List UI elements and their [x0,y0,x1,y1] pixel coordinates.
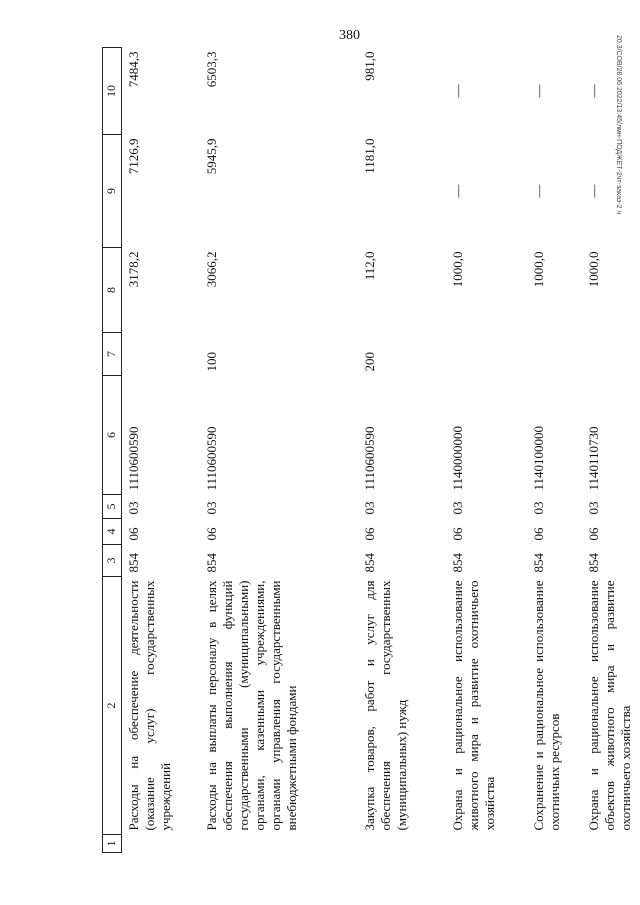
cell-section: 06 [362,527,377,541]
row-name: Расходы на выплаты персоналу в целях обеспечения выполнения функций государственными (муниципальными) органами, казенными учреждениями, органами управления государственными внебюджетными фондами [204,580,299,831]
header-col-8: 8 [103,248,122,333]
row-name: Охрана и рациональное использование животного мира и развитие охотничьего хозяйства [450,580,497,831]
cell-amount-1: 1000,0 [531,251,546,288]
cell-amount-1: 3066,2 [204,251,219,288]
cell-amount-3: — [450,84,465,98]
table-row [358,48,446,853]
side-stamp: 20.3/СОВ/28.06.2022/13:45/лмн-ПОДЖЕТ-2чт-заказ-2 ч [615,35,622,215]
cell-expense-type [122,333,201,376]
header-col-6: 6 [103,376,122,495]
header-col-1: 1 [103,835,122,853]
cell-target-article: 1110600590 [362,426,377,491]
cell-subsection: 03 [362,501,377,515]
page-number: 380 [339,28,360,43]
cell-gr: 854 [126,553,141,573]
cell-amount-2: 5945,9 [204,138,219,175]
cell-amount-1: 1000,0 [586,251,601,288]
cell-amount-2: 7126,9 [126,138,141,175]
cell-amount-2: 1181,0 [362,138,377,174]
cell-target-article: 1110600590 [204,426,219,491]
cell-gr: 854 [450,553,465,573]
cell-expense-type: 100 [204,352,219,372]
row-name: Охрана и рациональное использование объектов животного мира и развитие охотничьего хозяйства [586,580,633,831]
table-row [527,48,582,853]
cell-amount-3: — [586,84,601,98]
cell-gr: 854 [586,553,601,573]
table-row [582,48,640,853]
header-col-5: 5 [103,495,122,519]
cell-amount-2: — [531,184,546,198]
cell-subsection: 03 [586,501,601,515]
budget-table [102,47,640,853]
cell-target-article: 1140100000 [531,425,546,491]
cell-gr: 854 [531,553,546,573]
header-col-10: 10 [103,48,122,135]
table-row [122,48,201,853]
header-col-7: 7 [103,333,122,376]
header-row [103,48,122,853]
cell-amount-2: — [586,184,601,198]
cell-gr: 854 [204,553,219,573]
cell-subsection: 03 [204,501,219,515]
header-col-9: 9 [103,135,122,248]
cell-section: 06 [450,527,465,541]
cell-subsection: 03 [126,501,141,515]
cell-expense-type [446,333,527,376]
cell-amount-1: 112,0 [362,251,377,281]
row-name: Сохранение и рациональное использование охотничьих ресурсов [531,580,562,831]
row-name: Расходы на обеспечение деятельности (оказание услуг) государственных учреждений [126,580,173,831]
cell-subsection: 03 [531,501,546,515]
cell-section: 06 [531,527,546,541]
cell-gr: 854 [362,553,377,573]
cell-amount-3: 6503,3 [204,51,219,88]
cell-amount-2: — [450,184,465,198]
cell-target-article: 1140000000 [450,425,465,491]
table-row [200,48,358,853]
cell-section: 06 [204,527,219,541]
cell-target-article: 1110600590 [126,426,141,491]
cell-amount-1: 3178,2 [126,251,141,288]
cell-amount-3: 7484,3 [126,51,141,88]
cell-expense-type [527,333,582,376]
header-col-4: 4 [103,519,122,545]
cell-expense-type [582,333,640,376]
header-col-3: 3 [103,545,122,577]
table-row [446,48,527,853]
cell-amount-3: 981,0 [362,51,377,81]
cell-amount-3: — [531,84,546,98]
header-col-2: 2 [103,577,122,835]
cell-subsection: 03 [450,501,465,515]
cell-section: 06 [126,527,141,541]
cell-target-article: 1140110730 [586,426,601,491]
cell-amount-1: 1000,0 [450,251,465,288]
cell-section: 06 [586,527,601,541]
row-name: Закупка товаров, работ и услуг для обеспечения государственных (муниципальных) нужд [362,580,409,831]
cell-expense-type: 200 [362,352,377,372]
